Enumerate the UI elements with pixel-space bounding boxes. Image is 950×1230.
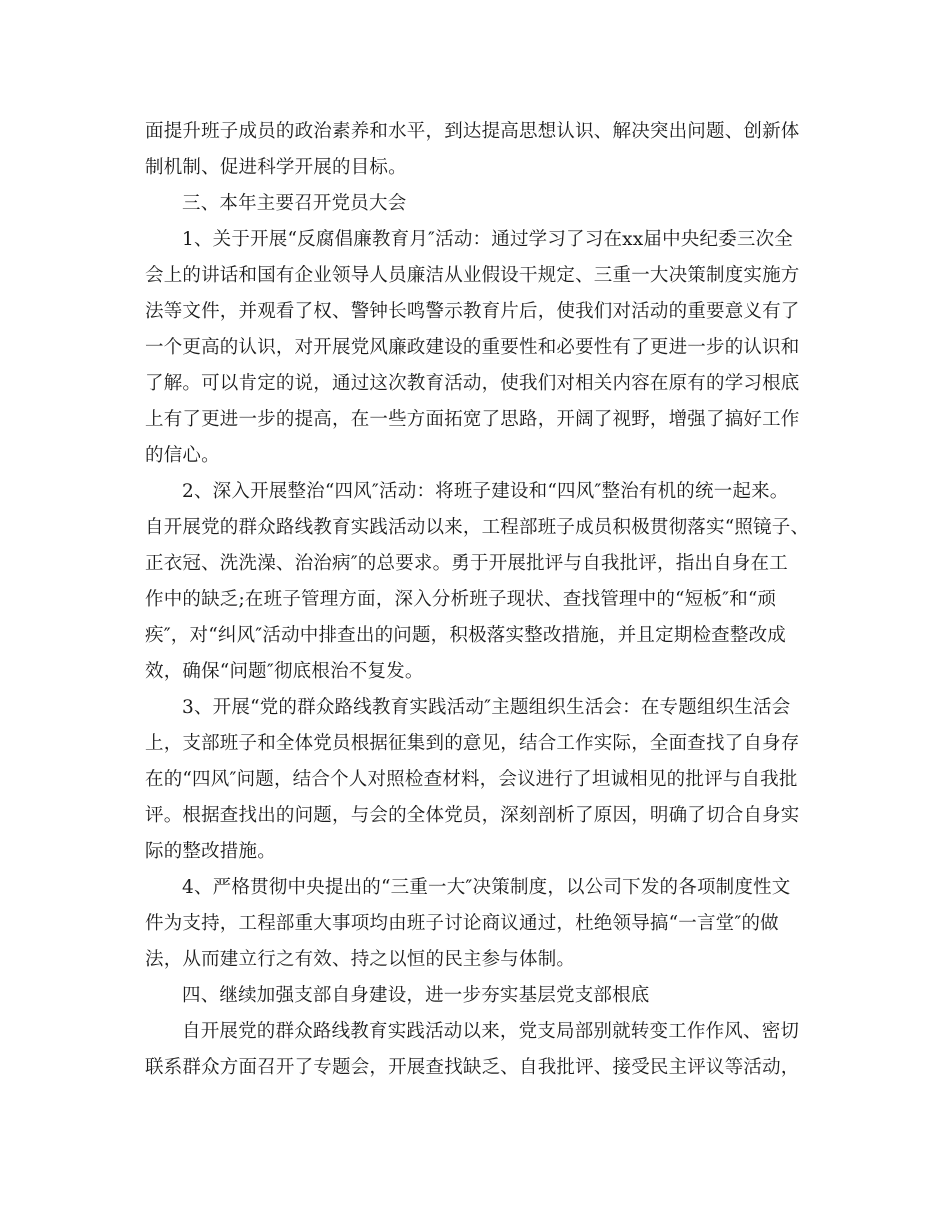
text-line: 制机制、促进科学开展的目标。 [145, 157, 407, 178]
text-line: 作中的缺乏;在班子管理方面，深入分析班子现状、查找管理中的“短板″和“顽 [145, 589, 777, 610]
text-line: 件为支持，工程部重大事项均由班子讨论商议通过，杜绝领导搞“一言堂″的做 [145, 913, 779, 934]
text-line: 法等文件，并观看了权、警钟长鸣警示教育片后，使我们对活动的重要意义有了 [145, 301, 800, 322]
text-line: 正衣冠、洗洗澡、治治病″的总要求。勇于开展批评与自我批评，指出自身在工 [145, 553, 788, 574]
text-line: 上有了更进一步的提高，在一些方面拓宽了思路，开阔了视野，增强了搞好工作 [145, 409, 800, 430]
text-line: 在的“四风″问题，结合个人对照检查材料，会议进行了坦诚相见的批评与自我批 [145, 769, 798, 790]
text-line: 了解。可以肯定的说，通过这次教育活动，使我们对相关内容在原有的学习根底 [145, 373, 800, 394]
text-line: 法，从而建立行之有效、持之以恒的民主参与体制。 [145, 949, 576, 970]
text-line: 一个更高的认识，对开展党风廉政建设的重要性和必要性有了更进一步的认识和 [145, 337, 800, 358]
text-line: 上，支部班子和全体党员根据征集到的意见，结合工作实际，全面查找了自身存 [145, 733, 800, 754]
text-line: 3、开展“党的群众路线教育实践活动″主题组织生活会：在专题组织生活会 [182, 697, 791, 718]
text-line: 疾″，对“纠风″活动中排查出的问题，积极落实整改措施，并且定期检查整改成 [145, 625, 786, 646]
text-line: 效，确保“问题″彻底根治不复发。 [145, 661, 424, 682]
text-line: 4、严格贯彻中央提出的“三重一大″决策制度，以公司下发的各项制度性文 [182, 877, 791, 898]
text-line: 的信心。 [145, 445, 220, 466]
document-body [145, 114, 810, 1086]
text-line: 际的整改措施。 [145, 841, 276, 862]
text-line: 2、深入开展整治“四风″活动：将班子建设和“四风″整治有机的统一起来。 [182, 481, 789, 502]
text-line: 1、关于开展“反腐倡廉教育月″活动：通过学习了习在xx届中央纪委三次全 [182, 229, 794, 250]
text-line: 联系群众方面召开了专题会，开展查找缺乏、自我批评、接受民主评议等活动， [145, 1057, 800, 1078]
text-line: 自开展党的群众路线教育实践活动以来，党支局部别就转变工作作风、密切 [182, 1021, 800, 1042]
text-line: 面提升班子成员的政治素养和水平，到达提高思想认识、解决突出问题、创新体 [145, 121, 800, 142]
text-line: 评。根据查找出的问题，与会的全体党员，深刻剖析了原因，明确了切合自身实 [145, 805, 800, 826]
text-line: 四、继续加强支部自身建设，进一步夯实基层党支部根底 [182, 985, 650, 1006]
text-line: 会上的讲话和国有企业领导人员廉洁从业假设干规定、三重一大决策制度实施方 [145, 265, 800, 286]
text-line: 自开展党的群众路线教育实践活动以来，工程部班子成员积极贯彻落实“照镜子、 [145, 517, 810, 538]
text-line: 三、本年主要召开党员大会 [182, 193, 407, 214]
